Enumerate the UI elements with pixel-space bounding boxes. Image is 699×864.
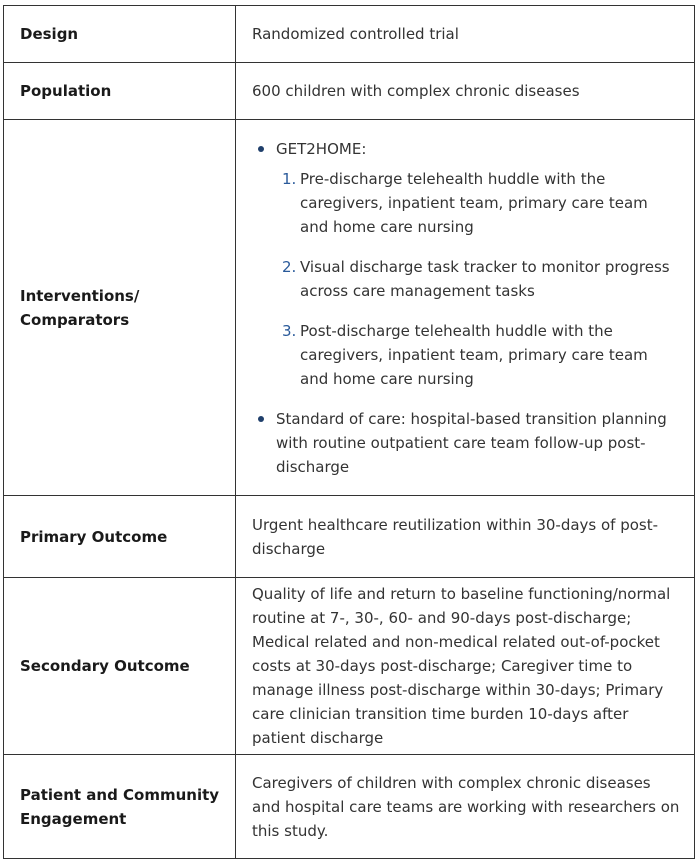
standard-of-care-text: Standard of care: hospital-based transition planning with routine outpatient care team follow-up post-discharge [276,409,667,476]
step-number: 1. [282,169,297,188]
step-item [282,255,680,303]
step-number: 2. [282,257,297,276]
table-row-secondary-outcome [4,578,695,755]
table-row-primary-outcome [4,496,695,578]
table-row-design [4,6,695,63]
step-text: Visual discharge task tracker to monitor progress across care management tasks [300,257,670,300]
row-label-interventions: Interventions/ Comparators [4,120,236,496]
step-item [282,319,680,391]
intervention-bullet-standard-of-care [276,407,680,479]
row-value-primary-outcome: Urgent healthcare reutilization within 30-days of post-discharge [236,496,695,578]
step-text: Post-discharge telehealth huddle with the caregivers, inpatient team, primary care team and home care nursing [300,321,648,388]
row-value-population: 600 children with complex chronic diseases [236,63,695,120]
step-item [282,167,680,239]
intervention-heading: GET2HOME: [276,139,367,158]
row-label-engagement: Patient and Community Engagement [4,755,236,859]
row-value-secondary-outcome: Quality of life and return to baseline functioning/normal routine at 7-, 30-, 60- and 90-days post-discharge; Medical related and non-medical related out-of-pocket costs at 30-days post-discharge; Caregiver time to manage illness post-discharge within 30-days; Primary care clinician transition time burden 10-days after patient discharge [236,578,695,755]
table-row-population [4,63,695,120]
step-text: Pre-discharge telehealth huddle with the caregivers, inpatient team, primary care team and home care nursing [300,169,648,236]
row-value-interventions [236,120,695,496]
table-row-interventions [4,120,695,496]
get2home-steps-list [276,167,680,391]
row-label-primary-outcome: Primary Outcome [4,496,236,578]
row-value-design: Randomized controlled trial [236,6,695,63]
row-label-population: Population [4,63,236,120]
row-value-engagement: Caregivers of children with complex chronic diseases and hospital care teams are working with researchers on this study. [236,755,695,859]
study-summary-table [3,5,695,859]
interventions-list [252,137,680,479]
step-number: 3. [282,321,297,340]
intervention-bullet-get2home [276,137,680,391]
table-row-engagement [4,755,695,859]
row-label-design: Design [4,6,236,63]
row-label-secondary-outcome: Secondary Outcome [4,578,236,755]
